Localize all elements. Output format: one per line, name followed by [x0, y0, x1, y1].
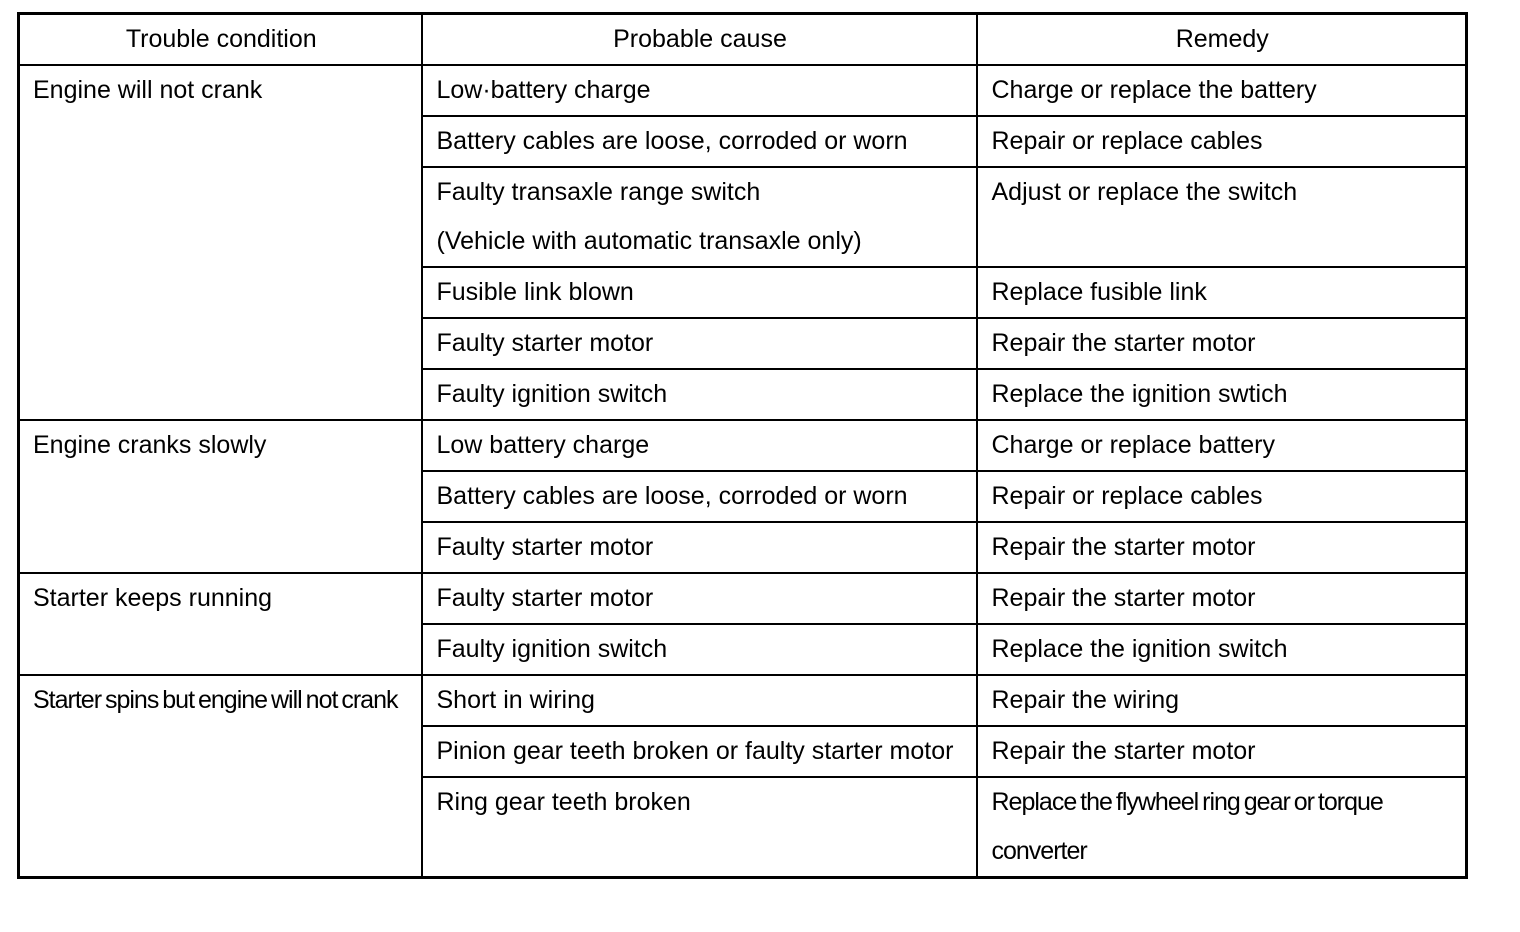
- header-probable-cause: Probable cause: [422, 14, 977, 66]
- table-row: [19, 573, 1467, 624]
- cause-cell: [422, 167, 977, 267]
- remedy-cell: Repair or replace cables: [977, 471, 1467, 522]
- troubleshooting-table: [17, 12, 1468, 879]
- condition-cell: Starter spins but engine will not crank: [19, 675, 422, 878]
- remedy-cell: Adjust or replace the switch: [977, 167, 1467, 267]
- cause-cell: Faulty starter motor: [422, 522, 977, 573]
- remedy-cell: Repair the starter motor: [977, 522, 1467, 573]
- header-trouble-condition: Trouble condition: [19, 14, 422, 66]
- remedy-cell: Charge or replace the battery: [977, 65, 1467, 116]
- remedy-cell: Repair the starter motor: [977, 318, 1467, 369]
- remedy-cell: Charge or replace battery: [977, 420, 1467, 471]
- cause-cell: Battery cables are loose, corroded or worn: [422, 471, 977, 522]
- condition-cell: Engine will not crank: [19, 65, 422, 420]
- condition-cell: Engine cranks slowly: [19, 420, 422, 573]
- remedy-cell: Replace fusible link: [977, 267, 1467, 318]
- cause-cell: Low battery charge: [422, 420, 977, 471]
- header-remedy: Remedy: [977, 14, 1467, 66]
- cause-note: (Vehicle with automatic transaxle only): [436, 227, 862, 255]
- remedy-cell: Replace the ignition swtich: [977, 369, 1467, 420]
- cause-cell: Short in wiring: [422, 675, 977, 726]
- remedy-cell: Replace the flywheel ring gear or torque converter: [977, 777, 1467, 878]
- remedy-cell: Repair the starter motor: [977, 573, 1467, 624]
- cause-cell: Ring gear teeth broken: [422, 777, 977, 878]
- cause-text: Faulty transaxle range switch: [436, 178, 761, 206]
- header-row: [19, 14, 1467, 66]
- remedy-cell: Replace the ignition switch: [977, 624, 1467, 675]
- cause-cell: Faulty ignition switch: [422, 369, 977, 420]
- table-row: [19, 65, 1467, 116]
- table-row: [19, 675, 1467, 726]
- remedy-cell: Repair the wiring: [977, 675, 1467, 726]
- remedy-cell: Repair or replace cables: [977, 116, 1467, 167]
- cause-cell: Fusible link blown: [422, 267, 977, 318]
- cause-cell: Low·battery charge: [422, 65, 977, 116]
- cause-cell: Pinion gear teeth broken or faulty starter motor: [422, 726, 977, 777]
- cause-cell: Faulty ignition switch: [422, 624, 977, 675]
- condition-cell: Starter keeps running: [19, 573, 422, 675]
- cause-cell: Faulty starter motor: [422, 318, 977, 369]
- cause-cell: Faulty starter motor: [422, 573, 977, 624]
- cause-cell: Battery cables are loose, corroded or worn: [422, 116, 977, 167]
- table-row: [19, 420, 1467, 471]
- remedy-cell: Repair the starter motor: [977, 726, 1467, 777]
